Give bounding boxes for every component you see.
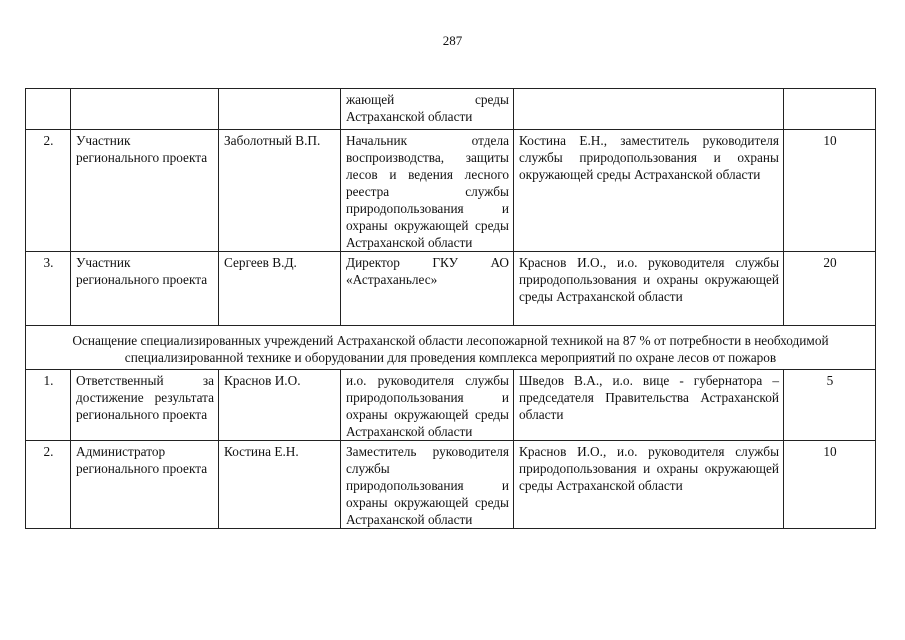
cell-number: 3. — [26, 252, 71, 326]
section-title: Оснащение специализированных учреждений Астраханской области лесопожарной техникой на 87 % от потребности в необходимой специализированной технике и оборудовании для проведения комплекса мероприятий по охране лесов от пожаров — [26, 326, 876, 370]
cell-supervisor: Костина Е.Н., заместитель руководителя службы природопользования и охраны окружающей среды Астраханской области — [514, 130, 784, 252]
cell-position: Заместитель руководителя службы природопользования и охраны окружающей среды Астраханской области — [341, 441, 514, 529]
cell-number: 2. — [26, 130, 71, 252]
cell-position: Директор ГКУ АО «Астраханьлес» — [341, 252, 514, 326]
cell-role: Ответственный за достижение результата регионального проекта — [71, 370, 219, 441]
cell-role — [71, 89, 219, 130]
table-row — [26, 441, 876, 529]
cell-number: 2. — [26, 441, 71, 529]
cell-position: Начальник отдела воспроизводства, защиты лесов и ведения лесного реестра службы природопользования и охраны окружающей среды Астраханской области — [341, 130, 514, 252]
cell-name: Заболотный В.П. — [219, 130, 341, 252]
responsibility-table — [25, 88, 876, 529]
page-number: 287 — [442, 33, 463, 48]
cell-name — [219, 89, 341, 130]
cell-name: Костина Е.Н. — [219, 441, 341, 529]
cell-supervisor: Шведов В.А., и.о. вице - губернатора – председателя Правительства Астраханской области — [514, 370, 784, 441]
cell-number: 1. — [26, 370, 71, 441]
cell-share — [784, 89, 876, 130]
cell-name: Сергеев В.Д. — [219, 252, 341, 326]
table-row — [26, 130, 876, 252]
cell-name: Краснов И.О. — [219, 370, 341, 441]
section-header-row — [26, 326, 876, 370]
cell-number — [26, 89, 71, 130]
cell-position: жающей среды Астраханской области — [341, 89, 514, 130]
table-row — [26, 252, 876, 326]
table-row-continuation — [26, 89, 876, 130]
cell-supervisor: Краснов И.О., и.о. руководителя службы природопользования и охраны окружающей среды Астраханской области — [514, 252, 784, 326]
cell-supervisor — [514, 89, 784, 130]
cell-role: Участник регионального проекта — [71, 252, 219, 326]
cell-share: 10 — [784, 441, 876, 529]
table-row — [26, 370, 876, 441]
cell-role: Участник регионального проекта — [71, 130, 219, 252]
cell-share: 10 — [784, 130, 876, 252]
cell-position: и.о. руководителя службы природопользования и охраны окружающей среды Астраханской области — [341, 370, 514, 441]
cell-share: 5 — [784, 370, 876, 441]
cell-role: Администратор регионального проекта — [71, 441, 219, 529]
cell-share: 20 — [784, 252, 876, 326]
cell-supervisor: Краснов И.О., и.о. руководителя службы природопользования и охраны окружающей среды Астраханской области — [514, 441, 784, 529]
